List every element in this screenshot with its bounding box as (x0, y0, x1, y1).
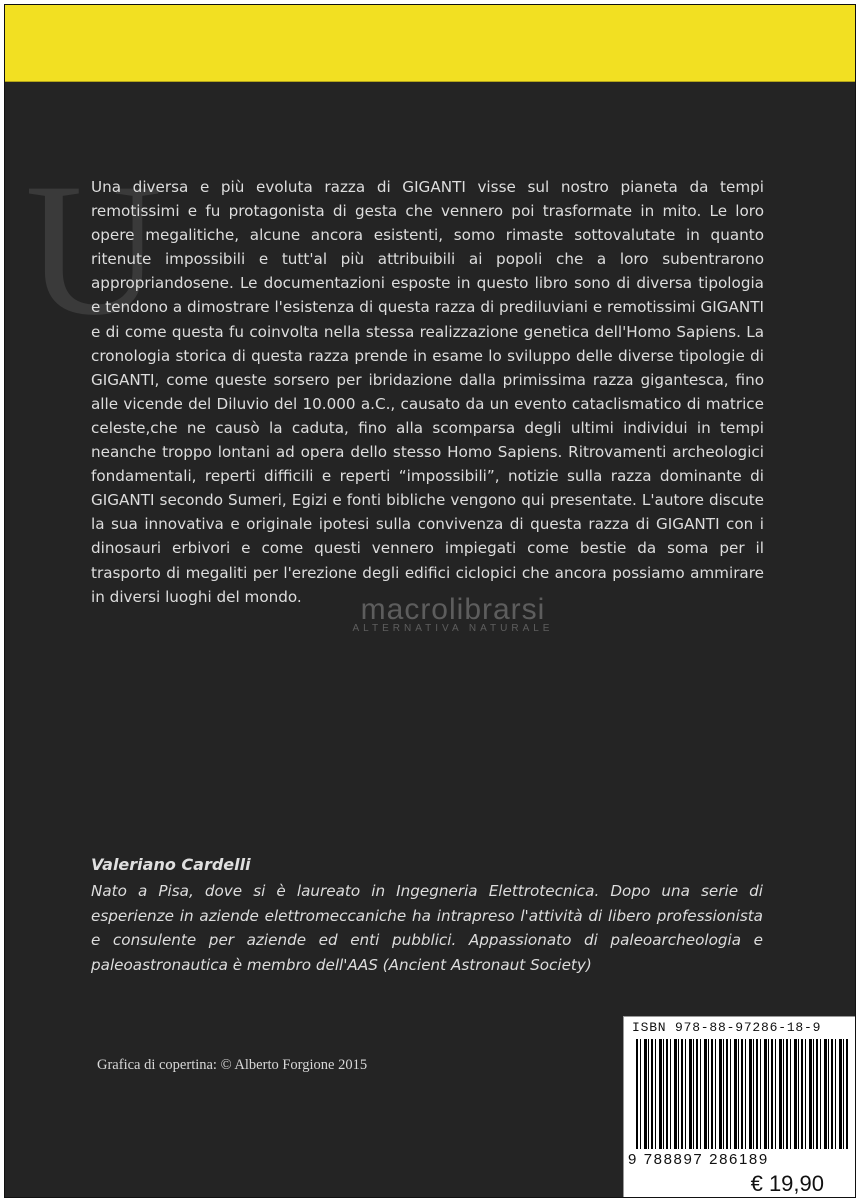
author-name: Valeriano Cardelli (91, 855, 251, 874)
watermark-tagline: ALTERNATIVA NATURALE (352, 623, 554, 634)
author-bio: Nato a Pisa, dove si è laureato in Ingegneria Elettrotecnica. Dopo una serie di esperienze in aziende elettromeccaniche ha intrapreso l'attività di libero professionista e consulente per aziende ed enti pubblici. Appassionato di paleoarcheologia e paleoastronautica è membro dell'AAS (Ancient Astronaut Society) (91, 882, 763, 974)
book-blurb: Una diversa e più evoluta razza di GIGANTI visse sul nostro pianeta da tempi remotissimi e fu protagonista di gesta che vennero poi trasformate in mito. Le loro opere megalitiche, alcune ancora esistenti, somo rimaste sottovalutate in quanto ritenute impossibili e tutt'al più attribuibili ai popoli che a loro subentrarono appropriandosene. Le documentazioni esposte in questo libro sono di diversa tipologia e tendono a dimostrare l'esistenza di questa razza di prediluviani e remotissimi GIGANTI e di come questa fu coinvolta nella stessa realizzazione genetica dell'Homo Sapiens. La cronologia storica di questa razza prende in esame lo sviluppo delle diverse tipologie di GIGANTI, come queste sorsero per ibridazione dalla primissima razza gigantesca, fino alle vicende del Diluvio del 10.000 a.C., causato da un evento cataclismatico di matrice celeste,che ne causò la caduta, fino alla scomparsa degli ultimi individui in tempi neanche troppo lontani ad opera dello stesso Homo Sapiens. Ritrovamenti archeologici fondamentali, reperti difficili e reperti “impossibili”, notizie sulla razza dominante di GIGANTI secondo Sumeri, Egizi e fonti bibliche vengono qui presentate. L'autore discute la sua innovativa e originale ipotesi sulla convivenza di questa razza di GIGANTI con i dinosauri erbivori e come questi vennero impiegati come bestie da soma per il trasporto di megaliti per l'erezione degli edifici ciclopici che ancora possiamo ammirare in diversi luoghi del mondo. (91, 178, 764, 606)
cover-credits: Grafica di copertina: © Alberto Forgione 2015 (97, 1057, 368, 1073)
watermark-logo (303, 593, 603, 634)
decorative-drop-cap: U (25, 145, 163, 355)
price-label: € 19,90 (750, 1171, 824, 1196)
ean-digits: 9 788897 286189 (628, 1151, 769, 1168)
watermark-brand: macrolibrarsi (360, 593, 546, 626)
barcode-label (623, 1016, 856, 1198)
isbn-text: ISBN 978-88-97286-18-9 (632, 1020, 822, 1035)
yellow-top-band (5, 5, 855, 82)
barcode-icon (636, 1039, 848, 1149)
back-cover (4, 4, 856, 1198)
